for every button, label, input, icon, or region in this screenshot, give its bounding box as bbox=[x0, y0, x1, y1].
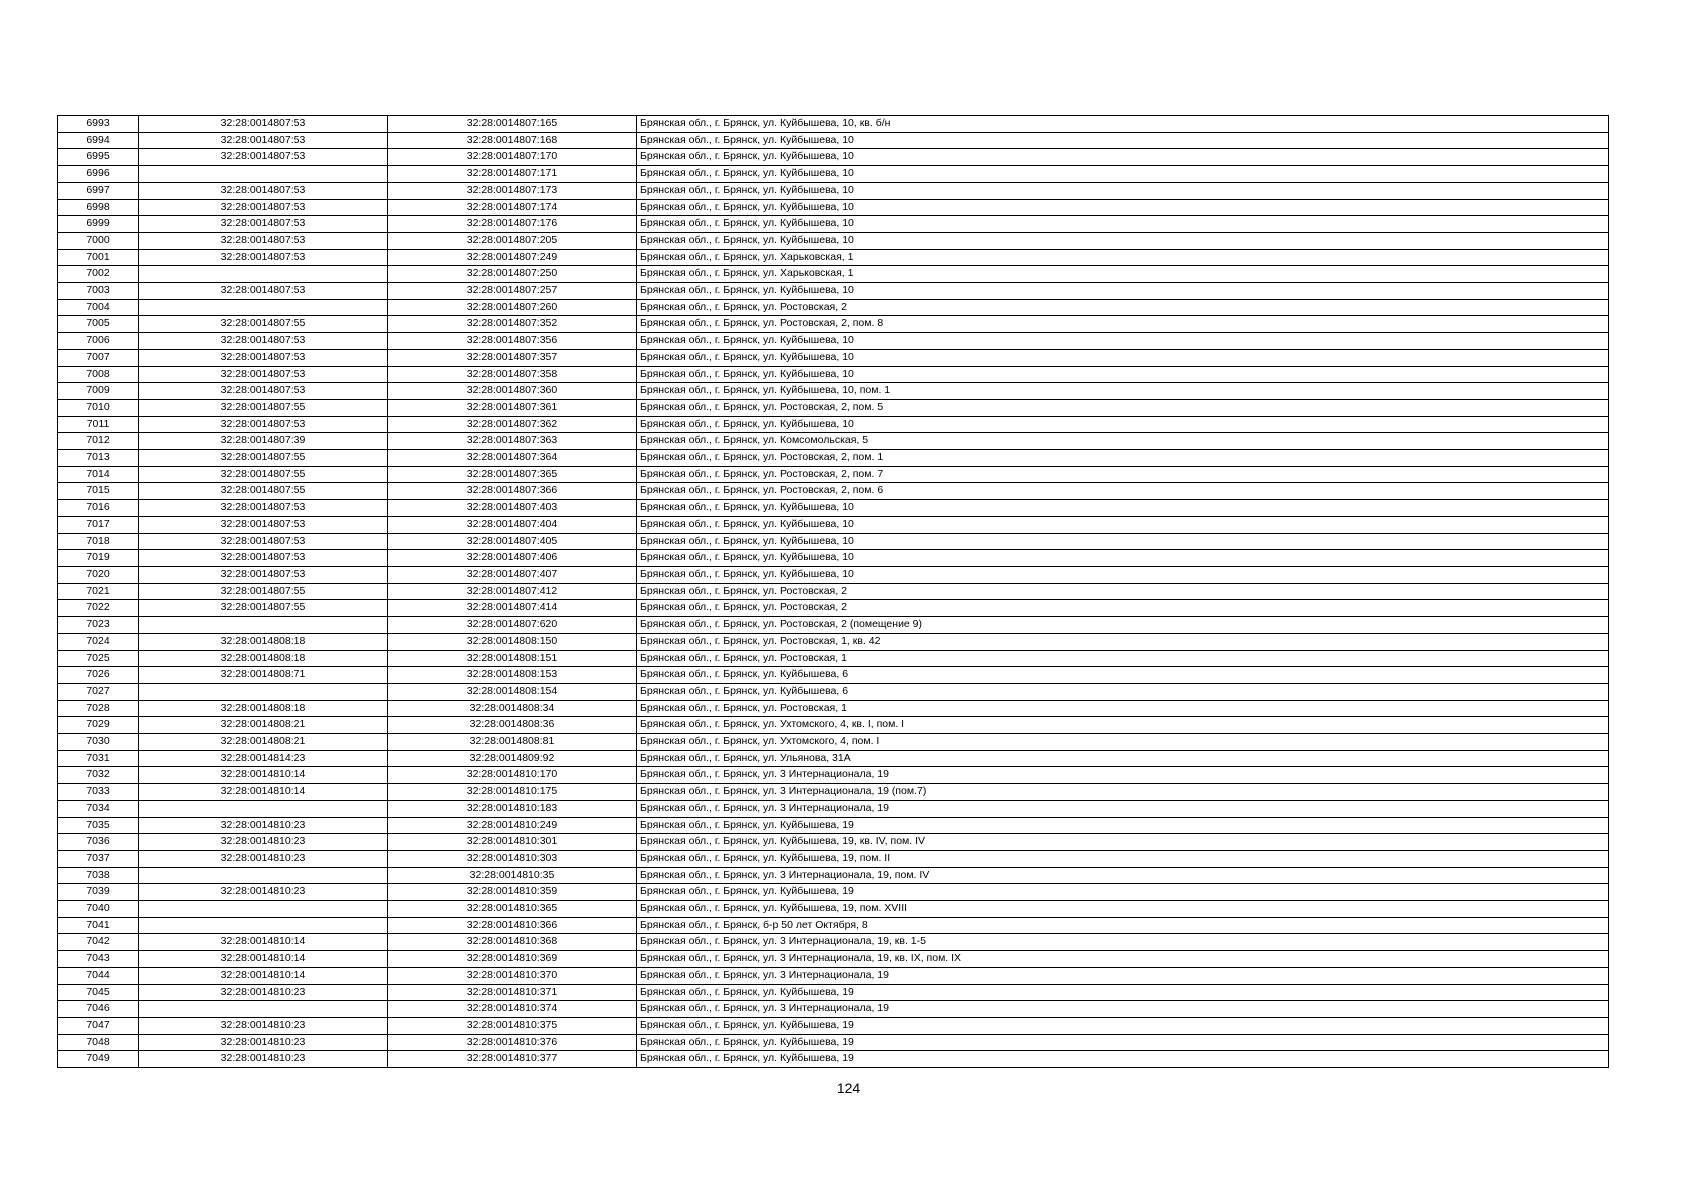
object-number-cell: 32:28:0014810:368 bbox=[388, 934, 637, 951]
row-number-cell: 6995 bbox=[58, 149, 139, 166]
parcel-number-cell: 32:28:0014808:71 bbox=[139, 667, 388, 684]
parcel-number-cell: 32:28:0014807:53 bbox=[139, 283, 388, 300]
parcel-number-cell bbox=[139, 917, 388, 934]
row-number-cell: 7003 bbox=[58, 283, 139, 300]
address-cell: Брянская обл., г. Брянск, ул. Куйбышева, 10 bbox=[637, 533, 1609, 550]
object-number-cell: 32:28:0014808:34 bbox=[388, 700, 637, 717]
object-number-cell: 32:28:0014807:171 bbox=[388, 166, 637, 183]
address-cell: Брянская обл., г. Брянск, ул. Куйбышева, 19 bbox=[637, 1017, 1609, 1034]
row-number-cell: 6993 bbox=[58, 116, 139, 133]
table-body bbox=[58, 116, 1609, 1068]
row-number-cell: 6996 bbox=[58, 166, 139, 183]
object-number-cell: 32:28:0014807:356 bbox=[388, 333, 637, 350]
table-row bbox=[58, 951, 1609, 968]
row-number-cell: 7042 bbox=[58, 934, 139, 951]
page-number: 124 bbox=[836, 1080, 861, 1096]
object-number-cell: 32:28:0014810:303 bbox=[388, 850, 637, 867]
address-cell: Брянская обл., г. Брянск, ул. Куйбышева, 10 bbox=[637, 216, 1609, 233]
parcel-number-cell: 32:28:0014807:53 bbox=[139, 333, 388, 350]
parcel-number-cell: 32:28:0014810:23 bbox=[139, 1017, 388, 1034]
address-cell: Брянская обл., г. Брянск, ул. 3 Интернационала, 19 bbox=[637, 967, 1609, 984]
address-cell: Брянская обл., г. Брянск, ул. 3 Интернационала, 19, пом. IV bbox=[637, 867, 1609, 884]
row-number-cell: 7010 bbox=[58, 399, 139, 416]
table-row bbox=[58, 834, 1609, 851]
address-cell: Брянская обл., г. Брянск, ул. Куйбышева, 19 bbox=[637, 1051, 1609, 1068]
table-row bbox=[58, 283, 1609, 300]
row-number-cell: 7023 bbox=[58, 617, 139, 634]
parcel-number-cell: 32:28:0014807:53 bbox=[139, 533, 388, 550]
object-number-cell: 32:28:0014807:403 bbox=[388, 500, 637, 517]
object-number-cell: 32:28:0014810:301 bbox=[388, 834, 637, 851]
address-cell: Брянская обл., г. Брянск, ул. 3 Интернационала, 19 bbox=[637, 767, 1609, 784]
row-number-cell: 7008 bbox=[58, 366, 139, 383]
object-number-cell: 32:28:0014810:375 bbox=[388, 1017, 637, 1034]
object-number-cell: 32:28:0014807:404 bbox=[388, 516, 637, 533]
object-number-cell: 32:28:0014807:205 bbox=[388, 232, 637, 249]
parcel-number-cell bbox=[139, 901, 388, 918]
parcel-number-cell: 32:28:0014810:14 bbox=[139, 967, 388, 984]
address-cell: Брянская обл., г. Брянск, ул. Куйбышева, 10, кв. б/н bbox=[637, 116, 1609, 133]
parcel-number-cell: 32:28:0014808:18 bbox=[139, 650, 388, 667]
address-cell: Брянская обл., г. Брянск, ул. 3 Интернационала, 19 bbox=[637, 800, 1609, 817]
object-number-cell: 32:28:0014807:173 bbox=[388, 182, 637, 199]
parcel-number-cell: 32:28:0014807:53 bbox=[139, 182, 388, 199]
parcel-number-cell bbox=[139, 800, 388, 817]
address-cell: Брянская обл., г. Брянск, ул. Ростовская, 2 bbox=[637, 600, 1609, 617]
row-number-cell: 7025 bbox=[58, 650, 139, 667]
object-number-cell: 32:28:0014807:620 bbox=[388, 617, 637, 634]
row-number-cell: 7009 bbox=[58, 383, 139, 400]
object-number-cell: 32:28:0014810:175 bbox=[388, 784, 637, 801]
parcel-number-cell: 32:28:0014810:14 bbox=[139, 934, 388, 951]
table-row bbox=[58, 516, 1609, 533]
row-number-cell: 7011 bbox=[58, 416, 139, 433]
parcel-number-cell: 32:28:0014807:53 bbox=[139, 500, 388, 517]
address-cell: Брянская обл., г. Брянск, ул. Куйбышева, 19, кв. IV, пом. IV bbox=[637, 834, 1609, 851]
table-row bbox=[58, 717, 1609, 734]
row-number-cell: 7016 bbox=[58, 500, 139, 517]
parcel-number-cell: 32:28:0014810:23 bbox=[139, 817, 388, 834]
row-number-cell: 7006 bbox=[58, 333, 139, 350]
row-number-cell: 7046 bbox=[58, 1001, 139, 1018]
object-number-cell: 32:28:0014807:357 bbox=[388, 349, 637, 366]
address-cell: Брянская обл., г. Брянск, ул. Ульянова, 31А bbox=[637, 750, 1609, 767]
row-number-cell: 7022 bbox=[58, 600, 139, 617]
row-number-cell: 7018 bbox=[58, 533, 139, 550]
address-cell: Брянская обл., г. Брянск, ул. Куйбышева, 10 bbox=[637, 349, 1609, 366]
address-cell: Брянская обл., г. Брянск, ул. Куйбышева, 6 bbox=[637, 667, 1609, 684]
table-row bbox=[58, 483, 1609, 500]
address-cell: Брянская обл., г. Брянск, ул. Куйбышева, 10 bbox=[637, 182, 1609, 199]
row-number-cell: 7032 bbox=[58, 767, 139, 784]
row-number-cell: 7043 bbox=[58, 951, 139, 968]
parcel-number-cell bbox=[139, 266, 388, 283]
parcel-number-cell bbox=[139, 166, 388, 183]
object-number-cell: 32:28:0014808:151 bbox=[388, 650, 637, 667]
address-cell: Брянская обл., г. Брянск, ул. Куйбышева, 6 bbox=[637, 683, 1609, 700]
object-number-cell: 32:28:0014808:150 bbox=[388, 633, 637, 650]
address-cell: Брянская обл., г. Брянск, ул. Куйбышева, 10 bbox=[637, 516, 1609, 533]
table-row bbox=[58, 366, 1609, 383]
address-cell: Брянская обл., г. Брянск, ул. Комсомольская, 5 bbox=[637, 433, 1609, 450]
object-number-cell: 32:28:0014810:374 bbox=[388, 1001, 637, 1018]
table-row bbox=[58, 182, 1609, 199]
object-number-cell: 32:28:0014807:407 bbox=[388, 566, 637, 583]
table-row bbox=[58, 149, 1609, 166]
parcel-number-cell: 32:28:0014807:55 bbox=[139, 600, 388, 617]
row-number-cell: 7015 bbox=[58, 483, 139, 500]
parcel-number-cell: 32:28:0014807:55 bbox=[139, 483, 388, 500]
row-number-cell: 7047 bbox=[58, 1017, 139, 1034]
row-number-cell: 7024 bbox=[58, 633, 139, 650]
row-number-cell: 7049 bbox=[58, 1051, 139, 1068]
parcel-number-cell: 32:28:0014807:53 bbox=[139, 249, 388, 266]
object-number-cell: 32:28:0014807:165 bbox=[388, 116, 637, 133]
parcel-number-cell: 32:28:0014807:55 bbox=[139, 466, 388, 483]
table-row bbox=[58, 901, 1609, 918]
object-number-cell: 32:28:0014807:249 bbox=[388, 249, 637, 266]
parcel-number-cell: 32:28:0014810:23 bbox=[139, 850, 388, 867]
row-number-cell: 7002 bbox=[58, 266, 139, 283]
table-row bbox=[58, 566, 1609, 583]
parcel-number-cell: 32:28:0014810:23 bbox=[139, 834, 388, 851]
address-cell: Брянская обл., г. Брянск, ул. Куйбышева, 10 bbox=[637, 566, 1609, 583]
parcel-number-cell: 32:28:0014810:14 bbox=[139, 951, 388, 968]
object-number-cell: 32:28:0014808:153 bbox=[388, 667, 637, 684]
object-number-cell: 32:28:0014810:183 bbox=[388, 800, 637, 817]
parcel-number-cell: 32:28:0014807:55 bbox=[139, 450, 388, 467]
address-cell: Брянская обл., г. Брянск, ул. Куйбышева, 19, пом. II bbox=[637, 850, 1609, 867]
row-number-cell: 7007 bbox=[58, 349, 139, 366]
table-row bbox=[58, 533, 1609, 550]
table-row bbox=[58, 633, 1609, 650]
row-number-cell: 7026 bbox=[58, 667, 139, 684]
address-cell: Брянская обл., г. Брянск, ул. Ухтомского, 4, пом. I bbox=[637, 734, 1609, 751]
table-row bbox=[58, 249, 1609, 266]
address-cell: Брянская обл., г. Брянск, ул. Куйбышева, 19 bbox=[637, 1034, 1609, 1051]
address-cell: Брянская обл., г. Брянск, ул. Ростовская, 1 bbox=[637, 700, 1609, 717]
address-cell: Брянская обл., г. Брянск, ул. Ростовская, 1, кв. 42 bbox=[637, 633, 1609, 650]
row-number-cell: 7004 bbox=[58, 299, 139, 316]
object-number-cell: 32:28:0014807:176 bbox=[388, 216, 637, 233]
object-number-cell: 32:28:0014808:36 bbox=[388, 717, 637, 734]
address-cell: Брянская обл., г. Брянск, ул. Куйбышева, 10 bbox=[637, 550, 1609, 567]
table-row bbox=[58, 667, 1609, 684]
address-cell: Брянская обл., г. Брянск, ул. 3 Интернационала, 19, кв. 1-5 bbox=[637, 934, 1609, 951]
table-row bbox=[58, 216, 1609, 233]
table-row bbox=[58, 132, 1609, 149]
object-number-cell: 32:28:0014807:174 bbox=[388, 199, 637, 216]
table-row bbox=[58, 166, 1609, 183]
row-number-cell: 7048 bbox=[58, 1034, 139, 1051]
table-row bbox=[58, 450, 1609, 467]
table-row bbox=[58, 767, 1609, 784]
row-number-cell: 7035 bbox=[58, 817, 139, 834]
address-cell: Брянская обл., г. Брянск, ул. Ростовская, 2 (помещение 9) bbox=[637, 617, 1609, 634]
table-row bbox=[58, 800, 1609, 817]
table-row bbox=[58, 867, 1609, 884]
object-number-cell: 32:28:0014809:92 bbox=[388, 750, 637, 767]
object-number-cell: 32:28:0014810:35 bbox=[388, 867, 637, 884]
object-number-cell: 32:28:0014807:250 bbox=[388, 266, 637, 283]
object-number-cell: 32:28:0014810:377 bbox=[388, 1051, 637, 1068]
table-row bbox=[58, 583, 1609, 600]
table-row bbox=[58, 1051, 1609, 1068]
parcel-number-cell: 32:28:0014807:53 bbox=[139, 516, 388, 533]
object-number-cell: 32:28:0014807:412 bbox=[388, 583, 637, 600]
parcel-number-cell bbox=[139, 683, 388, 700]
address-cell: Брянская обл., г. Брянск, ул. Ухтомского, 4, кв. I, пом. I bbox=[637, 717, 1609, 734]
parcel-number-cell bbox=[139, 617, 388, 634]
row-number-cell: 7031 bbox=[58, 750, 139, 767]
row-number-cell: 7019 bbox=[58, 550, 139, 567]
parcel-number-cell: 32:28:0014808:21 bbox=[139, 717, 388, 734]
object-number-cell: 32:28:0014807:364 bbox=[388, 450, 637, 467]
row-number-cell: 7041 bbox=[58, 917, 139, 934]
address-cell: Брянская обл., г. Брянск, ул. Куйбышева, 10 bbox=[637, 149, 1609, 166]
row-number-cell: 6998 bbox=[58, 199, 139, 216]
object-number-cell: 32:28:0014807:362 bbox=[388, 416, 637, 433]
table-row bbox=[58, 466, 1609, 483]
row-number-cell: 7028 bbox=[58, 700, 139, 717]
parcel-number-cell: 32:28:0014810:23 bbox=[139, 1034, 388, 1051]
address-cell: Брянская обл., г. Брянск, ул. Куйбышева, 10 bbox=[637, 166, 1609, 183]
row-number-cell: 6999 bbox=[58, 216, 139, 233]
parcel-number-cell: 32:28:0014808:18 bbox=[139, 700, 388, 717]
parcel-number-cell: 32:28:0014807:39 bbox=[139, 433, 388, 450]
table-row bbox=[58, 232, 1609, 249]
address-cell: Брянская обл., г. Брянск, ул. Харьковская, 1 bbox=[637, 249, 1609, 266]
table-row bbox=[58, 1017, 1609, 1034]
table-row bbox=[58, 199, 1609, 216]
table-row bbox=[58, 349, 1609, 366]
row-number-cell: 7020 bbox=[58, 566, 139, 583]
table-row bbox=[58, 116, 1609, 133]
row-number-cell: 7000 bbox=[58, 232, 139, 249]
address-cell: Брянская обл., г. Брянск, ул. Куйбышева, 19, пом. XVIII bbox=[637, 901, 1609, 918]
object-number-cell: 32:28:0014810:170 bbox=[388, 767, 637, 784]
parcel-number-cell: 32:28:0014807:53 bbox=[139, 416, 388, 433]
table-row bbox=[58, 316, 1609, 333]
table-row bbox=[58, 1034, 1609, 1051]
table-row bbox=[58, 333, 1609, 350]
row-number-cell: 7033 bbox=[58, 784, 139, 801]
table-row bbox=[58, 884, 1609, 901]
row-number-cell: 7029 bbox=[58, 717, 139, 734]
table-row bbox=[58, 984, 1609, 1001]
parcel-number-cell: 32:28:0014807:53 bbox=[139, 349, 388, 366]
address-cell: Брянская обл., г. Брянск, ул. Ростовская, 1 bbox=[637, 650, 1609, 667]
object-number-cell: 32:28:0014810:369 bbox=[388, 951, 637, 968]
address-cell: Брянская обл., г. Брянск, ул. Ростовская, 2, пом. 8 bbox=[637, 316, 1609, 333]
row-number-cell: 7012 bbox=[58, 433, 139, 450]
address-cell: Брянская обл., г. Брянск, ул. Куйбышева, 10 bbox=[637, 283, 1609, 300]
address-cell: Брянская обл., г. Брянск, ул. 3 Интернационала, 19, кв. IX, пом. IX bbox=[637, 951, 1609, 968]
table-row bbox=[58, 500, 1609, 517]
parcel-number-cell: 32:28:0014807:55 bbox=[139, 583, 388, 600]
table-row bbox=[58, 299, 1609, 316]
object-number-cell: 32:28:0014807:358 bbox=[388, 366, 637, 383]
parcel-number-cell bbox=[139, 299, 388, 316]
address-cell: Брянская обл., г. Брянск, ул. Куйбышева, 10 bbox=[637, 366, 1609, 383]
parcel-number-cell: 32:28:0014807:53 bbox=[139, 366, 388, 383]
address-cell: Брянская обл., г. Брянск, ул. Ростовская, 2, пом. 1 bbox=[637, 450, 1609, 467]
parcel-number-cell bbox=[139, 1001, 388, 1018]
table-row bbox=[58, 917, 1609, 934]
parcel-number-cell: 32:28:0014810:23 bbox=[139, 884, 388, 901]
parcel-number-cell: 32:28:0014807:53 bbox=[139, 566, 388, 583]
table-row bbox=[58, 750, 1609, 767]
table-row bbox=[58, 817, 1609, 834]
table-row bbox=[58, 784, 1609, 801]
address-cell: Брянская обл., г. Брянск, ул. Куйбышева, 10 bbox=[637, 333, 1609, 350]
parcel-number-cell bbox=[139, 867, 388, 884]
row-number-cell: 6994 bbox=[58, 132, 139, 149]
table-row bbox=[58, 383, 1609, 400]
parcel-number-cell: 32:28:0014807:55 bbox=[139, 399, 388, 416]
table-row bbox=[58, 266, 1609, 283]
object-number-cell: 32:28:0014810:366 bbox=[388, 917, 637, 934]
object-number-cell: 32:28:0014807:365 bbox=[388, 466, 637, 483]
address-cell: Брянская обл., г. Брянск, ул. Харьковская, 1 bbox=[637, 266, 1609, 283]
object-number-cell: 32:28:0014807:168 bbox=[388, 132, 637, 149]
address-cell: Брянская обл., г. Брянск, ул. Куйбышева, 10 bbox=[637, 232, 1609, 249]
object-number-cell: 32:28:0014807:405 bbox=[388, 533, 637, 550]
table-row bbox=[58, 550, 1609, 567]
table-row bbox=[58, 1001, 1609, 1018]
object-number-cell: 32:28:0014807:352 bbox=[388, 316, 637, 333]
row-number-cell: 7040 bbox=[58, 901, 139, 918]
parcel-number-cell: 32:28:0014807:53 bbox=[139, 116, 388, 133]
parcel-number-cell: 32:28:0014807:53 bbox=[139, 149, 388, 166]
parcel-number-cell: 32:28:0014808:18 bbox=[139, 633, 388, 650]
parcel-number-cell: 32:28:0014810:14 bbox=[139, 784, 388, 801]
row-number-cell: 7027 bbox=[58, 683, 139, 700]
address-cell: Брянская обл., г. Брянск, ул. 3 Интернационала, 19 (пом.7) bbox=[637, 784, 1609, 801]
parcel-number-cell: 32:28:0014808:21 bbox=[139, 734, 388, 751]
row-number-cell: 6997 bbox=[58, 182, 139, 199]
parcel-number-cell: 32:28:0014810:23 bbox=[139, 984, 388, 1001]
table-row bbox=[58, 683, 1609, 700]
object-number-cell: 32:28:0014810:359 bbox=[388, 884, 637, 901]
object-number-cell: 32:28:0014807:260 bbox=[388, 299, 637, 316]
table-row bbox=[58, 617, 1609, 634]
address-cell: Брянская обл., г. Брянск, б-р 50 лет Октября, 8 bbox=[637, 917, 1609, 934]
address-cell: Брянская обл., г. Брянск, ул. Ростовская, 2, пом. 5 bbox=[637, 399, 1609, 416]
object-number-cell: 32:28:0014810:365 bbox=[388, 901, 637, 918]
address-cell: Брянская обл., г. Брянск, ул. Куйбышева, 10 bbox=[637, 199, 1609, 216]
address-cell: Брянская обл., г. Брянск, ул. Куйбышева, 10, пом. 1 bbox=[637, 383, 1609, 400]
address-cell: Брянская обл., г. Брянск, ул. Ростовская, 2, пом. 7 bbox=[637, 466, 1609, 483]
row-number-cell: 7030 bbox=[58, 734, 139, 751]
parcel-number-cell: 32:28:0014807:53 bbox=[139, 132, 388, 149]
object-number-cell: 32:28:0014807:414 bbox=[388, 600, 637, 617]
address-cell: Брянская обл., г. Брянск, ул. Куйбышева, 19 bbox=[637, 984, 1609, 1001]
object-number-cell: 32:28:0014807:406 bbox=[388, 550, 637, 567]
row-number-cell: 7005 bbox=[58, 316, 139, 333]
row-number-cell: 7034 bbox=[58, 800, 139, 817]
row-number-cell: 7036 bbox=[58, 834, 139, 851]
parcel-number-cell: 32:28:0014814:23 bbox=[139, 750, 388, 767]
row-number-cell: 7038 bbox=[58, 867, 139, 884]
object-number-cell: 32:28:0014810:370 bbox=[388, 967, 637, 984]
object-number-cell: 32:28:0014810:371 bbox=[388, 984, 637, 1001]
address-cell: Брянская обл., г. Брянск, ул. Ростовская, 2 bbox=[637, 583, 1609, 600]
parcel-number-cell: 32:28:0014807:53 bbox=[139, 383, 388, 400]
object-number-cell: 32:28:0014810:249 bbox=[388, 817, 637, 834]
table-row bbox=[58, 399, 1609, 416]
table-row bbox=[58, 850, 1609, 867]
table-row bbox=[58, 416, 1609, 433]
parcel-number-cell: 32:28:0014810:14 bbox=[139, 767, 388, 784]
object-number-cell: 32:28:0014807:257 bbox=[388, 283, 637, 300]
row-number-cell: 7037 bbox=[58, 850, 139, 867]
object-number-cell: 32:28:0014810:376 bbox=[388, 1034, 637, 1051]
object-number-cell: 32:28:0014807:170 bbox=[388, 149, 637, 166]
parcel-number-cell: 32:28:0014807:53 bbox=[139, 199, 388, 216]
address-cell: Брянская обл., г. Брянск, ул. Куйбышева, 19 bbox=[637, 884, 1609, 901]
address-cell: Брянская обл., г. Брянск, ул. Куйбышева, 10 bbox=[637, 500, 1609, 517]
table-row bbox=[58, 650, 1609, 667]
object-number-cell: 32:28:0014808:81 bbox=[388, 734, 637, 751]
row-number-cell: 7045 bbox=[58, 984, 139, 1001]
object-number-cell: 32:28:0014807:361 bbox=[388, 399, 637, 416]
row-number-cell: 7014 bbox=[58, 466, 139, 483]
table-row bbox=[58, 734, 1609, 751]
parcel-number-cell: 32:28:0014807:53 bbox=[139, 232, 388, 249]
object-number-cell: 32:28:0014808:154 bbox=[388, 683, 637, 700]
object-number-cell: 32:28:0014807:366 bbox=[388, 483, 637, 500]
object-number-cell: 32:28:0014807:363 bbox=[388, 433, 637, 450]
parcel-number-cell: 32:28:0014807:55 bbox=[139, 316, 388, 333]
object-number-cell: 32:28:0014807:360 bbox=[388, 383, 637, 400]
parcel-number-cell: 32:28:0014807:53 bbox=[139, 550, 388, 567]
registry-table bbox=[57, 115, 1609, 1068]
row-number-cell: 7017 bbox=[58, 516, 139, 533]
table-row bbox=[58, 700, 1609, 717]
address-cell: Брянская обл., г. Брянск, ул. Куйбышева, 19 bbox=[637, 817, 1609, 834]
parcel-number-cell: 32:28:0014810:23 bbox=[139, 1051, 388, 1068]
table-row bbox=[58, 433, 1609, 450]
address-cell: Брянская обл., г. Брянск, ул. Ростовская, 2, пом. 6 bbox=[637, 483, 1609, 500]
parcel-number-cell: 32:28:0014807:53 bbox=[139, 216, 388, 233]
table-row bbox=[58, 934, 1609, 951]
address-cell: Брянская обл., г. Брянск, ул. Куйбышева, 10 bbox=[637, 416, 1609, 433]
table-row bbox=[58, 967, 1609, 984]
table-row bbox=[58, 600, 1609, 617]
address-cell: Брянская обл., г. Брянск, ул. Куйбышева, 10 bbox=[637, 132, 1609, 149]
row-number-cell: 7039 bbox=[58, 884, 139, 901]
address-cell: Брянская обл., г. Брянск, ул. Ростовская, 2 bbox=[637, 299, 1609, 316]
row-number-cell: 7044 bbox=[58, 967, 139, 984]
row-number-cell: 7001 bbox=[58, 249, 139, 266]
row-number-cell: 7013 bbox=[58, 450, 139, 467]
row-number-cell: 7021 bbox=[58, 583, 139, 600]
address-cell: Брянская обл., г. Брянск, ул. 3 Интернационала, 19 bbox=[637, 1001, 1609, 1018]
